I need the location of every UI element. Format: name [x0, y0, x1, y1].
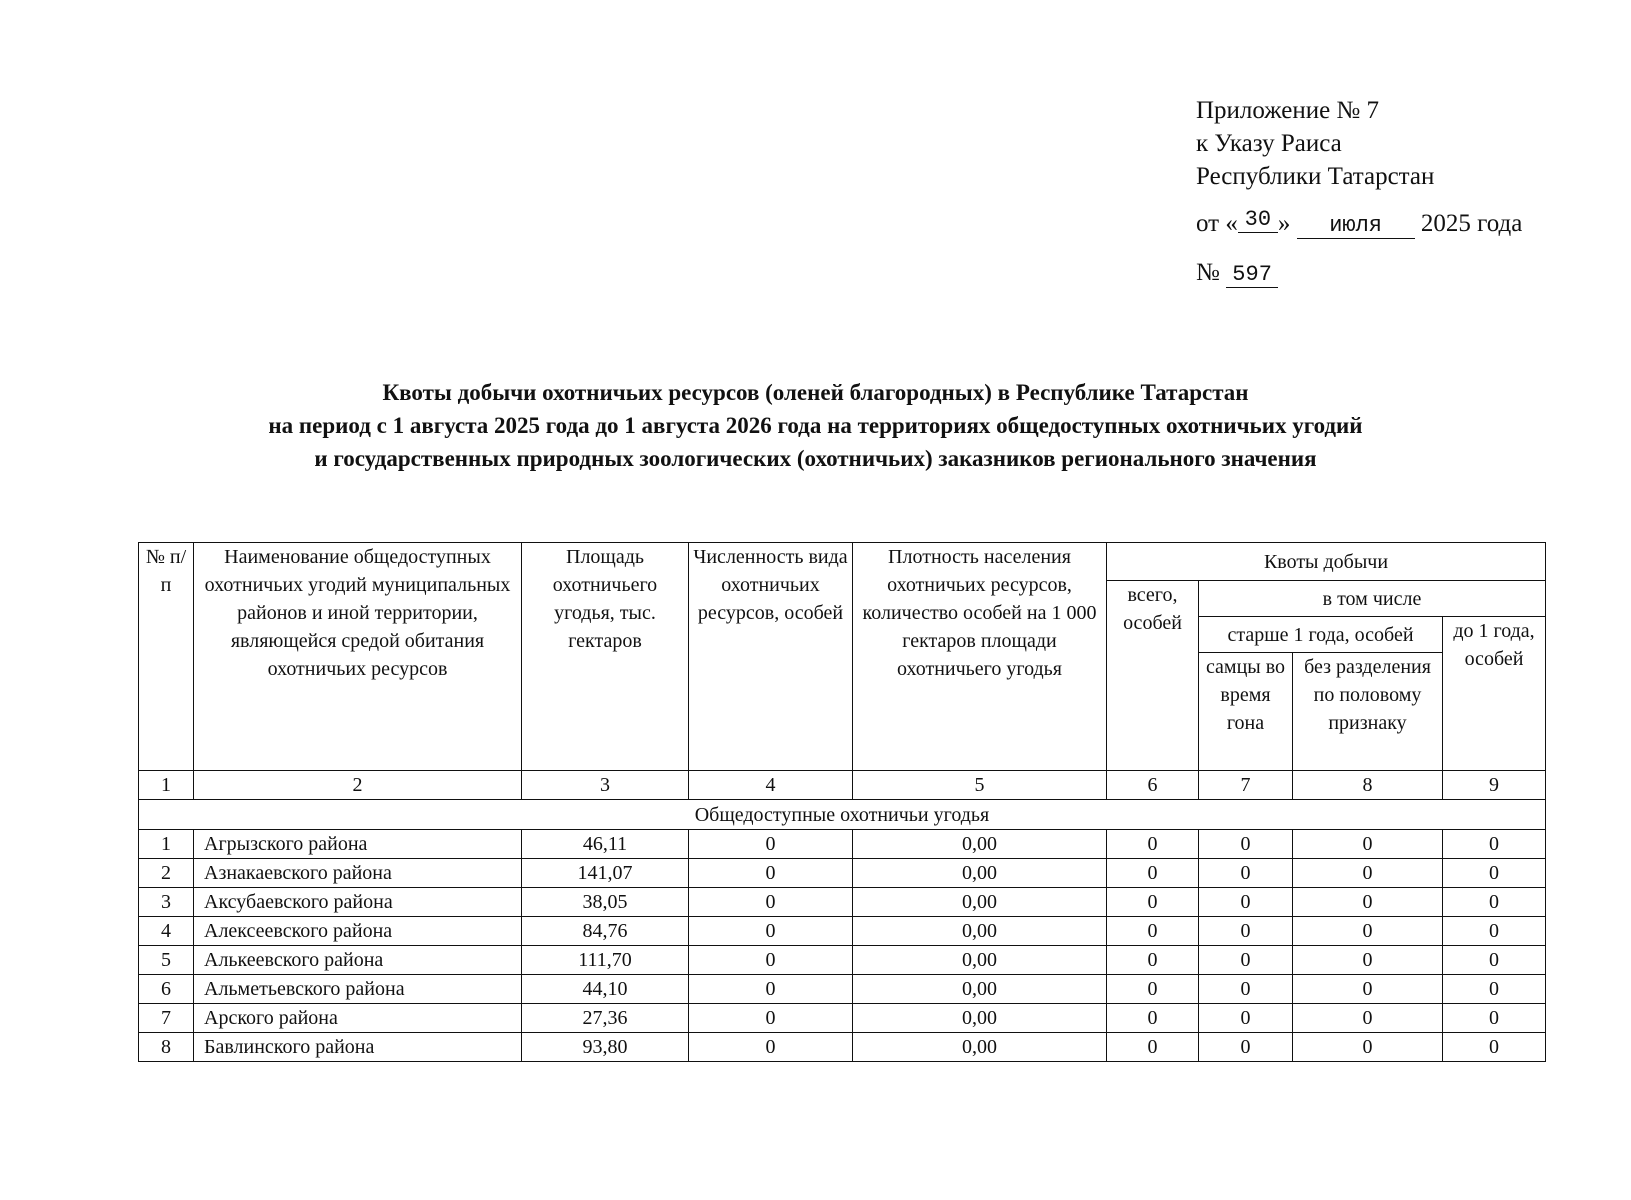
- section-title: Общедоступные охотничьи угодья: [139, 800, 1546, 830]
- table-row: [139, 1004, 1546, 1033]
- cell-under-one: 0: [1443, 888, 1546, 917]
- header-area: Площадь охотничьего угодья, тыс. гектаров: [522, 543, 689, 771]
- table-body: [139, 830, 1546, 1062]
- number-prefix: №: [1196, 259, 1220, 286]
- appendix-block: [1196, 94, 1522, 289]
- cell-males: 0: [1199, 946, 1293, 975]
- cell-no-sex: 0: [1293, 888, 1443, 917]
- appendix-line-3: Республики Татарстан: [1196, 163, 1435, 190]
- cell-density: 0,00: [853, 830, 1107, 859]
- cell-under-one: 0: [1443, 1004, 1546, 1033]
- cell-under-one: 0: [1443, 1033, 1546, 1062]
- cell-under-one: 0: [1443, 859, 1546, 888]
- cell-density: 0,00: [853, 917, 1107, 946]
- cell-total: 0: [1107, 888, 1199, 917]
- title-line-2: на период с 1 августа 2025 года до 1 августа 2026 года на территориях общедоступных охотничьих угодий: [268, 413, 1363, 438]
- header-under-one: до 1 года, особей: [1443, 617, 1546, 771]
- cell-name: Альметьевского района: [194, 975, 522, 1004]
- decree-number: [1196, 256, 1522, 289]
- cell-n: 2: [139, 859, 194, 888]
- table-row: [139, 830, 1546, 859]
- quota-table: [138, 542, 1546, 1062]
- cell-no-sex: 0: [1293, 859, 1443, 888]
- date-day: 30: [1238, 208, 1278, 233]
- table-row: [139, 1033, 1546, 1062]
- column-number: 2: [194, 771, 522, 800]
- cell-density: 0,00: [853, 888, 1107, 917]
- header-quotas: Квоты добычи: [1107, 543, 1546, 581]
- cell-population: 0: [689, 1033, 853, 1062]
- cell-males: 0: [1199, 859, 1293, 888]
- table-row: [139, 888, 1546, 917]
- column-number: 5: [853, 771, 1107, 800]
- header-population: Численность вида охотничьих ресурсов, особей: [689, 543, 853, 771]
- cell-population: 0: [689, 888, 853, 917]
- cell-n: 5: [139, 946, 194, 975]
- cell-density: 0,00: [853, 1033, 1107, 1062]
- cell-n: 3: [139, 888, 194, 917]
- cell-name: Бавлинского района: [194, 1033, 522, 1062]
- header-males: самцы во время гона: [1199, 653, 1293, 771]
- cell-density: 0,00: [853, 975, 1107, 1004]
- cell-population: 0: [689, 1004, 853, 1033]
- cell-name: Азнакаевского района: [194, 859, 522, 888]
- cell-males: 0: [1199, 1033, 1293, 1062]
- table-row: [139, 859, 1546, 888]
- cell-density: 0,00: [853, 946, 1107, 975]
- cell-name: Арского района: [194, 1004, 522, 1033]
- column-number: 1: [139, 771, 194, 800]
- cell-males: 0: [1199, 917, 1293, 946]
- cell-n: 8: [139, 1033, 194, 1062]
- column-number: 3: [522, 771, 689, 800]
- cell-area: 38,05: [522, 888, 689, 917]
- cell-area: 46,11: [522, 830, 689, 859]
- column-number: 6: [1107, 771, 1199, 800]
- appendix-line-1: Приложение № 7: [1196, 97, 1380, 124]
- section-row: [139, 800, 1546, 830]
- cell-n: 7: [139, 1004, 194, 1033]
- cell-area: 44,10: [522, 975, 689, 1004]
- cell-no-sex: 0: [1293, 830, 1443, 859]
- decree-date: [1196, 207, 1522, 240]
- cell-total: 0: [1107, 917, 1199, 946]
- header-density: Плотность населения охотничьих ресурсов, количество особей на 1 000 гектаров площади охотничьего угодья: [853, 543, 1107, 771]
- cell-name: Алексеевского района: [194, 917, 522, 946]
- column-number-row: [139, 771, 1546, 800]
- cell-population: 0: [689, 946, 853, 975]
- cell-total: 0: [1107, 975, 1199, 1004]
- cell-density: 0,00: [853, 1004, 1107, 1033]
- cell-no-sex: 0: [1293, 1033, 1443, 1062]
- cell-n: 4: [139, 917, 194, 946]
- table-row: [139, 975, 1546, 1004]
- date-close: »: [1277, 210, 1291, 237]
- cell-area: 27,36: [522, 1004, 689, 1033]
- cell-no-sex: 0: [1293, 917, 1443, 946]
- cell-no-sex: 0: [1293, 946, 1443, 975]
- cell-under-one: 0: [1443, 830, 1546, 859]
- cell-under-one: 0: [1443, 975, 1546, 1004]
- date-month: июля: [1297, 214, 1415, 239]
- cell-under-one: 0: [1443, 946, 1546, 975]
- cell-males: 0: [1199, 830, 1293, 859]
- cell-area: 111,70: [522, 946, 689, 975]
- date-year: 2025 года: [1420, 210, 1523, 237]
- cell-total: 0: [1107, 830, 1199, 859]
- number-value: 597: [1226, 263, 1278, 288]
- cell-males: 0: [1199, 888, 1293, 917]
- cell-total: 0: [1107, 1033, 1199, 1062]
- header-name: Наименование общедоступных охотничьих угодий муниципальных районов и иной территории, являющейся средой обитания охотничьих ресурсов: [194, 543, 522, 771]
- cell-population: 0: [689, 830, 853, 859]
- cell-area: 84,76: [522, 917, 689, 946]
- cell-population: 0: [689, 859, 853, 888]
- cell-name: Агрызского района: [194, 830, 522, 859]
- cell-name: Алькеевского района: [194, 946, 522, 975]
- cell-population: 0: [689, 917, 853, 946]
- column-number: 9: [1443, 771, 1546, 800]
- header-no-sex: без разделения по половому признаку: [1293, 653, 1443, 771]
- cell-area: 141,07: [522, 859, 689, 888]
- cell-name: Аксубаевского района: [194, 888, 522, 917]
- cell-no-sex: 0: [1293, 1004, 1443, 1033]
- cell-under-one: 0: [1443, 917, 1546, 946]
- table-row: [139, 946, 1546, 975]
- header-total: всего, особей: [1107, 581, 1199, 771]
- cell-total: 0: [1107, 1004, 1199, 1033]
- appendix-line-2: к Указу Раиса: [1196, 130, 1342, 157]
- column-number: 8: [1293, 771, 1443, 800]
- cell-n: 1: [139, 830, 194, 859]
- title-line-1: Квоты добычи охотничьих ресурсов (оленей благородных) в Республике Татарстан: [382, 380, 1249, 405]
- table-row: [139, 917, 1546, 946]
- cell-males: 0: [1199, 1004, 1293, 1033]
- cell-area: 93,80: [522, 1033, 689, 1062]
- header-num: № п/п: [139, 543, 194, 771]
- cell-males: 0: [1199, 975, 1293, 1004]
- column-number: 7: [1199, 771, 1293, 800]
- cell-n: 6: [139, 975, 194, 1004]
- header-older: старше 1 года, особей: [1199, 617, 1443, 653]
- column-number: 4: [689, 771, 853, 800]
- cell-density: 0,00: [853, 859, 1107, 888]
- header-including: в том числе: [1199, 581, 1546, 617]
- document-title: [0, 376, 1631, 475]
- cell-no-sex: 0: [1293, 975, 1443, 1004]
- cell-population: 0: [689, 975, 853, 1004]
- cell-total: 0: [1107, 946, 1199, 975]
- title-line-3: и государственных природных зоологических (охотничьих) заказников регионального значения: [314, 446, 1317, 471]
- cell-total: 0: [1107, 859, 1199, 888]
- date-prefix: от «: [1196, 210, 1238, 237]
